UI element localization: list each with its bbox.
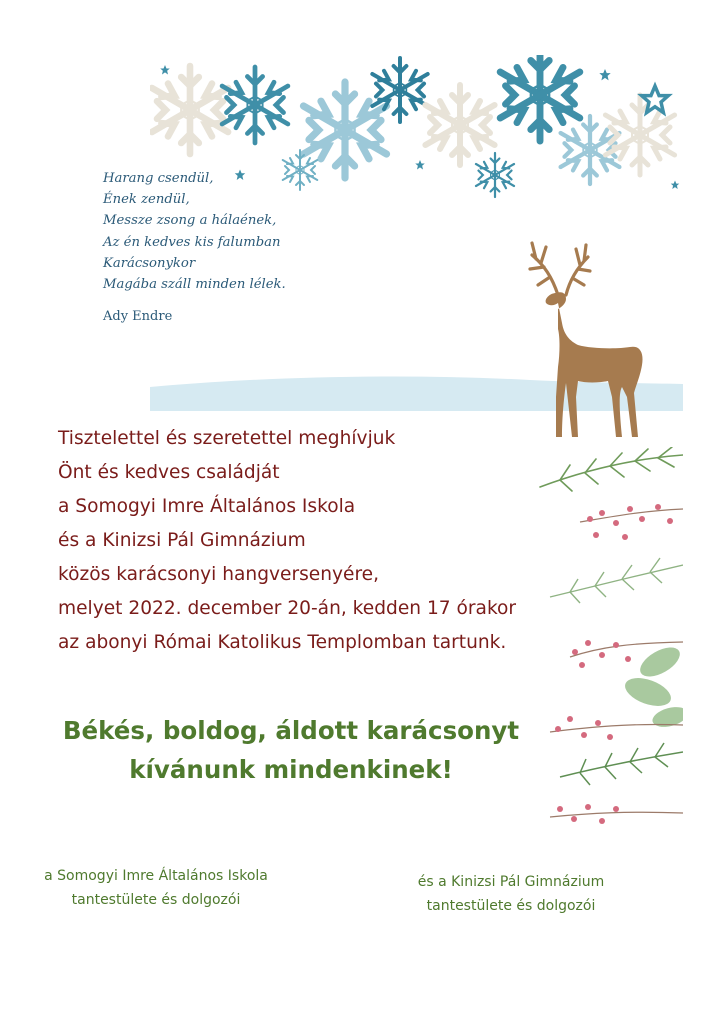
greeting-line: Békés, boldog, áldott karácsonyt (62, 716, 520, 745)
poem-author: Ady Endre (103, 309, 173, 324)
signature-line: és a Kinizsi Pál Gimnázium (417, 874, 605, 890)
invitation-line: Tisztelettel és szeretettel meghívjuk (58, 428, 396, 449)
snowflake-icon (476, 153, 514, 197)
invitation-line: az abonyi Római Katolikus Templomban tartunk. (58, 632, 507, 653)
star-icon (671, 181, 680, 190)
foliage-branch-icon (550, 558, 683, 603)
invitation-line: Önt és kedves családját (58, 462, 280, 483)
poem-line: Ének zendül, (103, 192, 190, 208)
signature-line: tantestülete és dolgozói (426, 898, 596, 914)
foliage-branch-icon (621, 641, 683, 730)
invitation-text (58, 422, 516, 660)
poem-line: Az én kedves kis falumban (103, 234, 281, 250)
christmas-greeting (30, 711, 552, 789)
star-icon (599, 69, 610, 80)
poem-line: Karácsonykor (103, 255, 196, 271)
invitation-line: és a Kinizsi Pál Gimnázium (58, 530, 306, 551)
invitation-line: melyet 2022. december 20-án, kedden 17 órakor (58, 598, 517, 619)
signature-line: a Somogyi Imre Általános Iskola (44, 868, 268, 884)
snowflake-icon (500, 55, 580, 141)
poem-line: Messze zsong a hálaének, (103, 213, 277, 229)
snowflake-icon (222, 67, 288, 143)
invitation-line: közös karácsonyi hangversenyére, (58, 564, 380, 585)
foliage-branch-icon (560, 743, 683, 785)
signature-school (10, 864, 302, 912)
snowflake-icon (283, 150, 318, 190)
snowflake-icon (152, 66, 228, 154)
star-icon (415, 160, 425, 170)
foliage-branch-icon (540, 447, 683, 491)
deer-icon (522, 237, 647, 452)
signature-line: tantestülete és dolgozói (71, 892, 241, 908)
star-icon (160, 65, 170, 75)
greeting-line: kívánunk mindenkinek! (129, 755, 453, 784)
invitation-line: a Somogyi Imre Általános Iskola (58, 496, 356, 517)
signature-gymnasium (365, 870, 657, 918)
snowflake-icon (425, 85, 494, 165)
poem (103, 168, 286, 295)
foliage-decoration (530, 447, 683, 839)
poem-line: Magába száll minden lélek. (103, 277, 286, 293)
poem-line: Harang csendül, (103, 171, 214, 186)
